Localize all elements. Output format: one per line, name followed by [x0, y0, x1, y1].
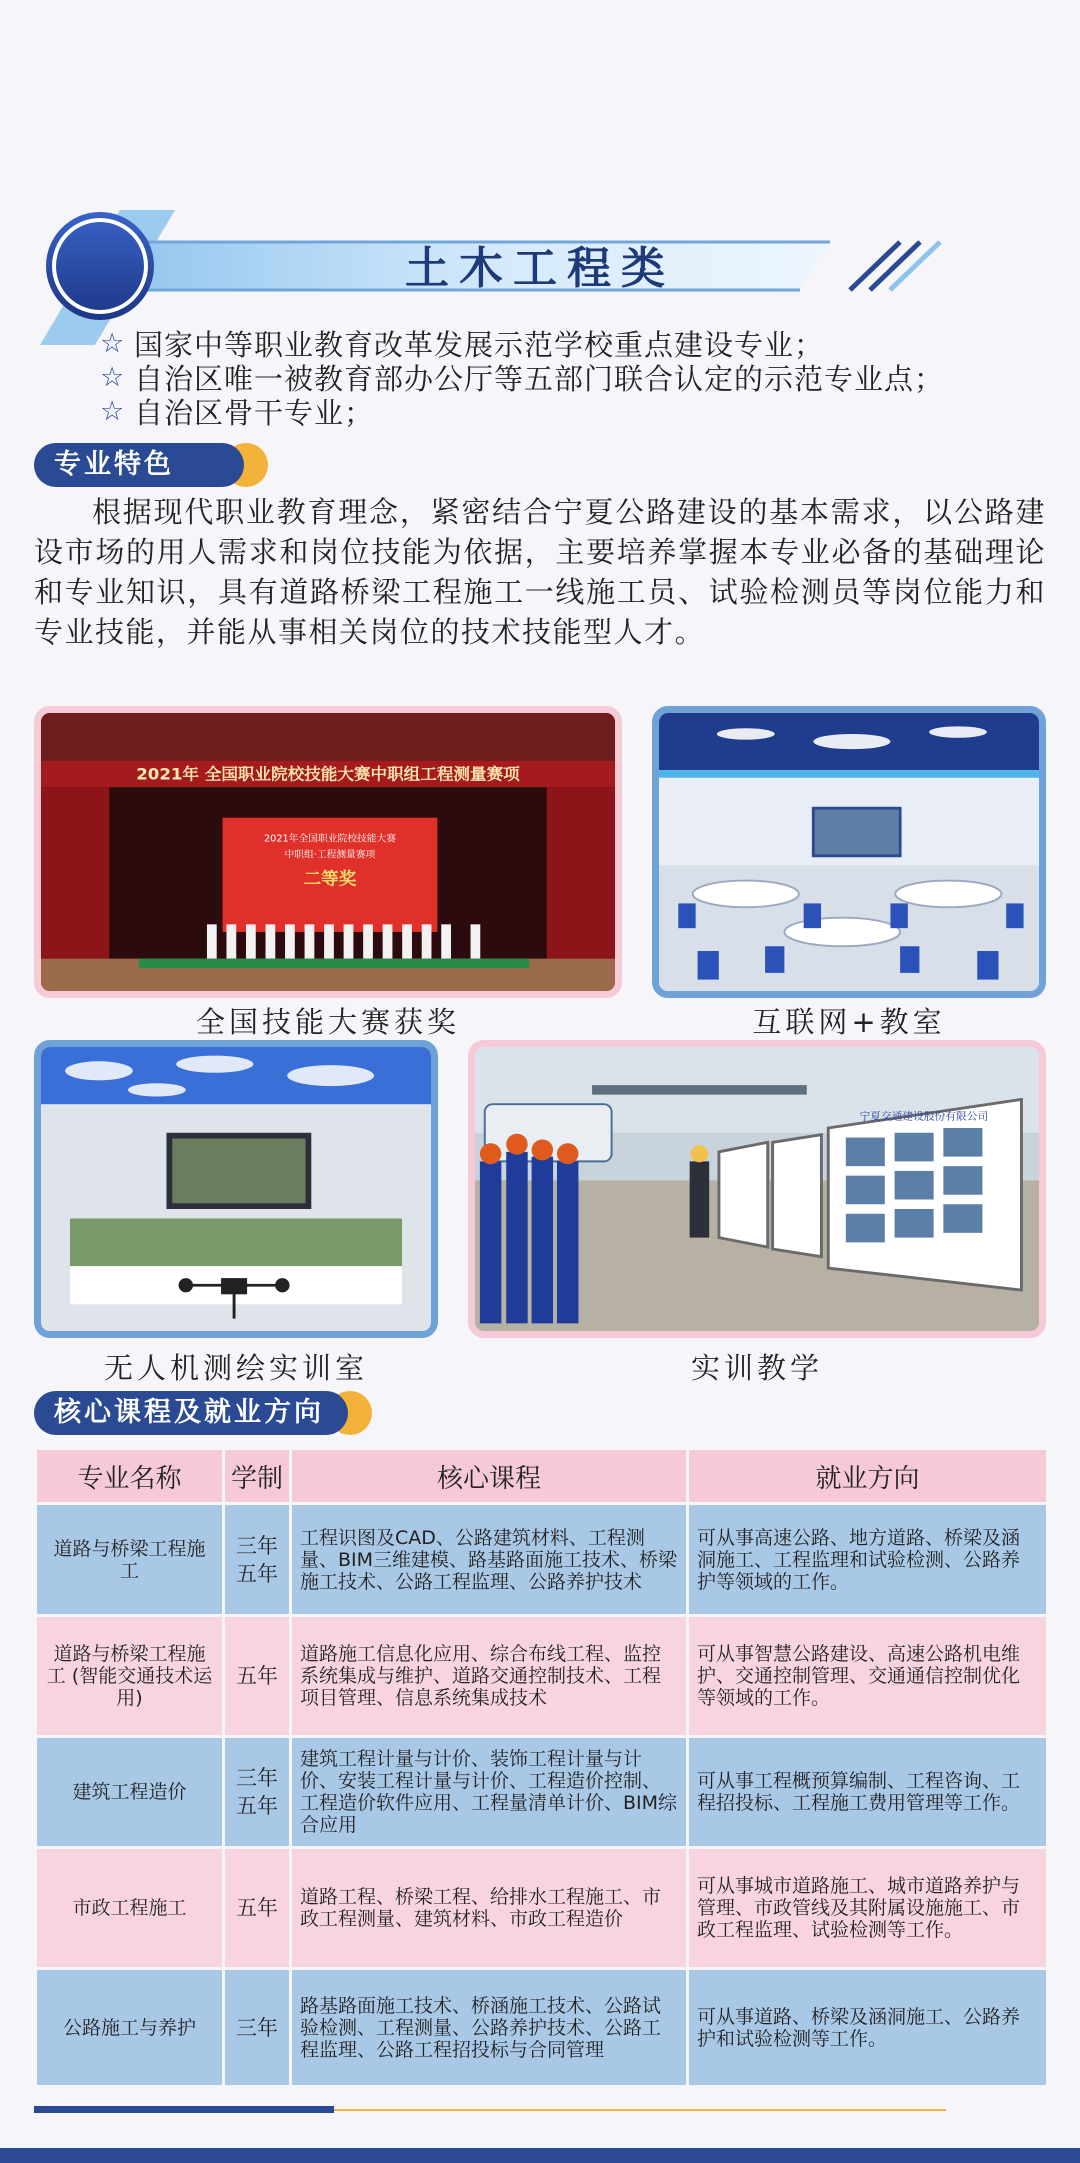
course-table — [34, 1447, 1046, 2088]
column-header: 核心课程 — [292, 1450, 686, 1502]
major-name: 市政工程施工 — [37, 1849, 222, 1967]
field-training-image — [475, 1047, 1039, 1331]
screen-award: 二等奖 — [303, 869, 357, 890]
footer-strip — [0, 2148, 1080, 2163]
highlight-text: 自治区骨干专业； — [134, 395, 375, 430]
bottom-divider-navy — [34, 2106, 334, 2113]
screen-line-1: 2021年全国职业院校技能大赛 — [263, 833, 396, 845]
core-courses: 路基路面施工技术、桥涵施工技术、公路试验检测、工程测量、公路养护技术、公路工程监理、公路工程招投标与合同管理 — [292, 1970, 686, 2085]
caption-field-training: 实训教学 — [690, 1351, 823, 1385]
column-header: 学制 — [225, 1450, 289, 1502]
star-icon: ☆ — [100, 395, 126, 427]
photo-award-ceremony — [34, 706, 622, 998]
award-stage-image — [41, 713, 615, 991]
courses-heading — [34, 1391, 374, 1435]
table-row — [37, 1849, 1046, 1967]
career-direction: 可从事道路、桥梁及涵洞施工、公路养护和试验检测等工作。 — [689, 1970, 1046, 2085]
classroom-image — [659, 713, 1039, 991]
caption-classroom: 互联网+教室 — [752, 1005, 946, 1039]
column-header: 就业方向 — [689, 1450, 1046, 1502]
caption-award: 全国技能大赛获奖 — [195, 1005, 460, 1039]
highlight-item — [100, 394, 1060, 428]
table-row — [37, 1970, 1046, 2085]
features-heading-label: 专业特色 — [34, 443, 244, 487]
career-direction: 可从事智慧公路建设、高速公路机电维护、交通控制管理、交通通信控制优化等领域的工作。 — [689, 1617, 1046, 1735]
major-name: 公路施工与养护 — [37, 1970, 222, 2085]
bottom-divider-gold — [334, 2109, 946, 2111]
photo-internet-classroom — [652, 706, 1046, 998]
program-years: 三年 — [225, 1970, 289, 2085]
career-direction: 可从事工程概预算编制、工程咨询、工程招投标、工程施工费用管理等工作。 — [689, 1738, 1046, 1846]
core-courses: 道路工程、桥梁工程、给排水工程施工、市政工程测量、建筑材料、市政工程造价 — [292, 1849, 686, 1967]
caption-drone-lab: 无人机测绘实训室 — [103, 1351, 368, 1385]
screen-line-2: 中职组·工程测量赛项 — [284, 849, 376, 861]
table-row — [37, 1617, 1046, 1735]
highlight-text: 国家中等职业教育改革发展示范学校重点建设专业； — [134, 327, 825, 362]
program-years: 三年 五年 — [225, 1505, 289, 1614]
table-row — [37, 1738, 1046, 1846]
features-heading — [34, 443, 274, 487]
core-courses: 工程识图及CAD、公路建筑材料、工程测量、BIM三维建模、路基路面施工技术、桥梁施工技术、公路工程监理、公路养护技术 — [292, 1505, 686, 1614]
table-header-row — [37, 1450, 1046, 1502]
program-years: 五年 — [225, 1849, 289, 1967]
highlight-text: 自治区唯一被教育部办公厅等五部门联合认定的示范专业点； — [134, 361, 945, 396]
major-name: 建筑工程造价 — [37, 1738, 222, 1846]
major-name: 道路与桥梁工程施工 — [37, 1505, 222, 1614]
features-paragraph: 根据现代职业教育理念，紧密结合宁夏公路建设的基本需求，以公路建设市场的用人需求和岗位技能为依据，主要培养掌握本专业必备的基础理论和专业知识，具有道路桥梁工程施工一线施工员、试验检测员等岗位能力和专业技能，并能从事相关岗位的技术技能型人才。 — [34, 495, 1046, 649]
table-row — [37, 1505, 1046, 1614]
photo-field-training — [468, 1040, 1046, 1338]
major-name: 道路与桥梁工程施工 (智能交通技术运用) — [37, 1617, 222, 1735]
photo-drone-lab — [34, 1040, 438, 1338]
program-years: 五年 — [225, 1617, 289, 1735]
highlight-item — [100, 326, 1060, 360]
core-courses: 道路施工信息化应用、综合布线工程、监控系统集成与维护、道路交通控制技术、工程项目管理、信息系统集成技术 — [292, 1617, 686, 1735]
column-header: 专业名称 — [37, 1450, 222, 1502]
drone-lab-image — [41, 1047, 431, 1331]
star-icon: ☆ — [100, 361, 126, 393]
courses-heading-label: 核心课程及就业方向 — [34, 1391, 348, 1435]
stage-banner-text: 2021年 全国职业院校技能大赛中职组工程测量赛项 — [136, 764, 520, 784]
star-icon: ☆ — [100, 327, 126, 359]
highlight-item — [100, 360, 1060, 394]
core-courses: 建筑工程计量与计价、装饰工程计量与计价、安装工程计量与计价、工程造价控制、工程造价软件应用、工程量清单计价、BIM综合应用 — [292, 1738, 686, 1846]
page-title: 土木工程类 — [405, 243, 675, 294]
career-direction: 可从事城市道路施工、城市道路养护与管理、市政管线及其附属设施施工、市政工程监理、试验检测等工作。 — [689, 1849, 1046, 1967]
program-years: 三年 五年 — [225, 1738, 289, 1846]
board-text: 宁夏交通建设股份有限公司 — [859, 1110, 989, 1123]
highlight-list — [100, 326, 1060, 428]
career-direction: 可从事高速公路、地方道路、桥梁及涵洞施工、工程监理和试验检测、公路养护等领域的工作。 — [689, 1505, 1046, 1614]
